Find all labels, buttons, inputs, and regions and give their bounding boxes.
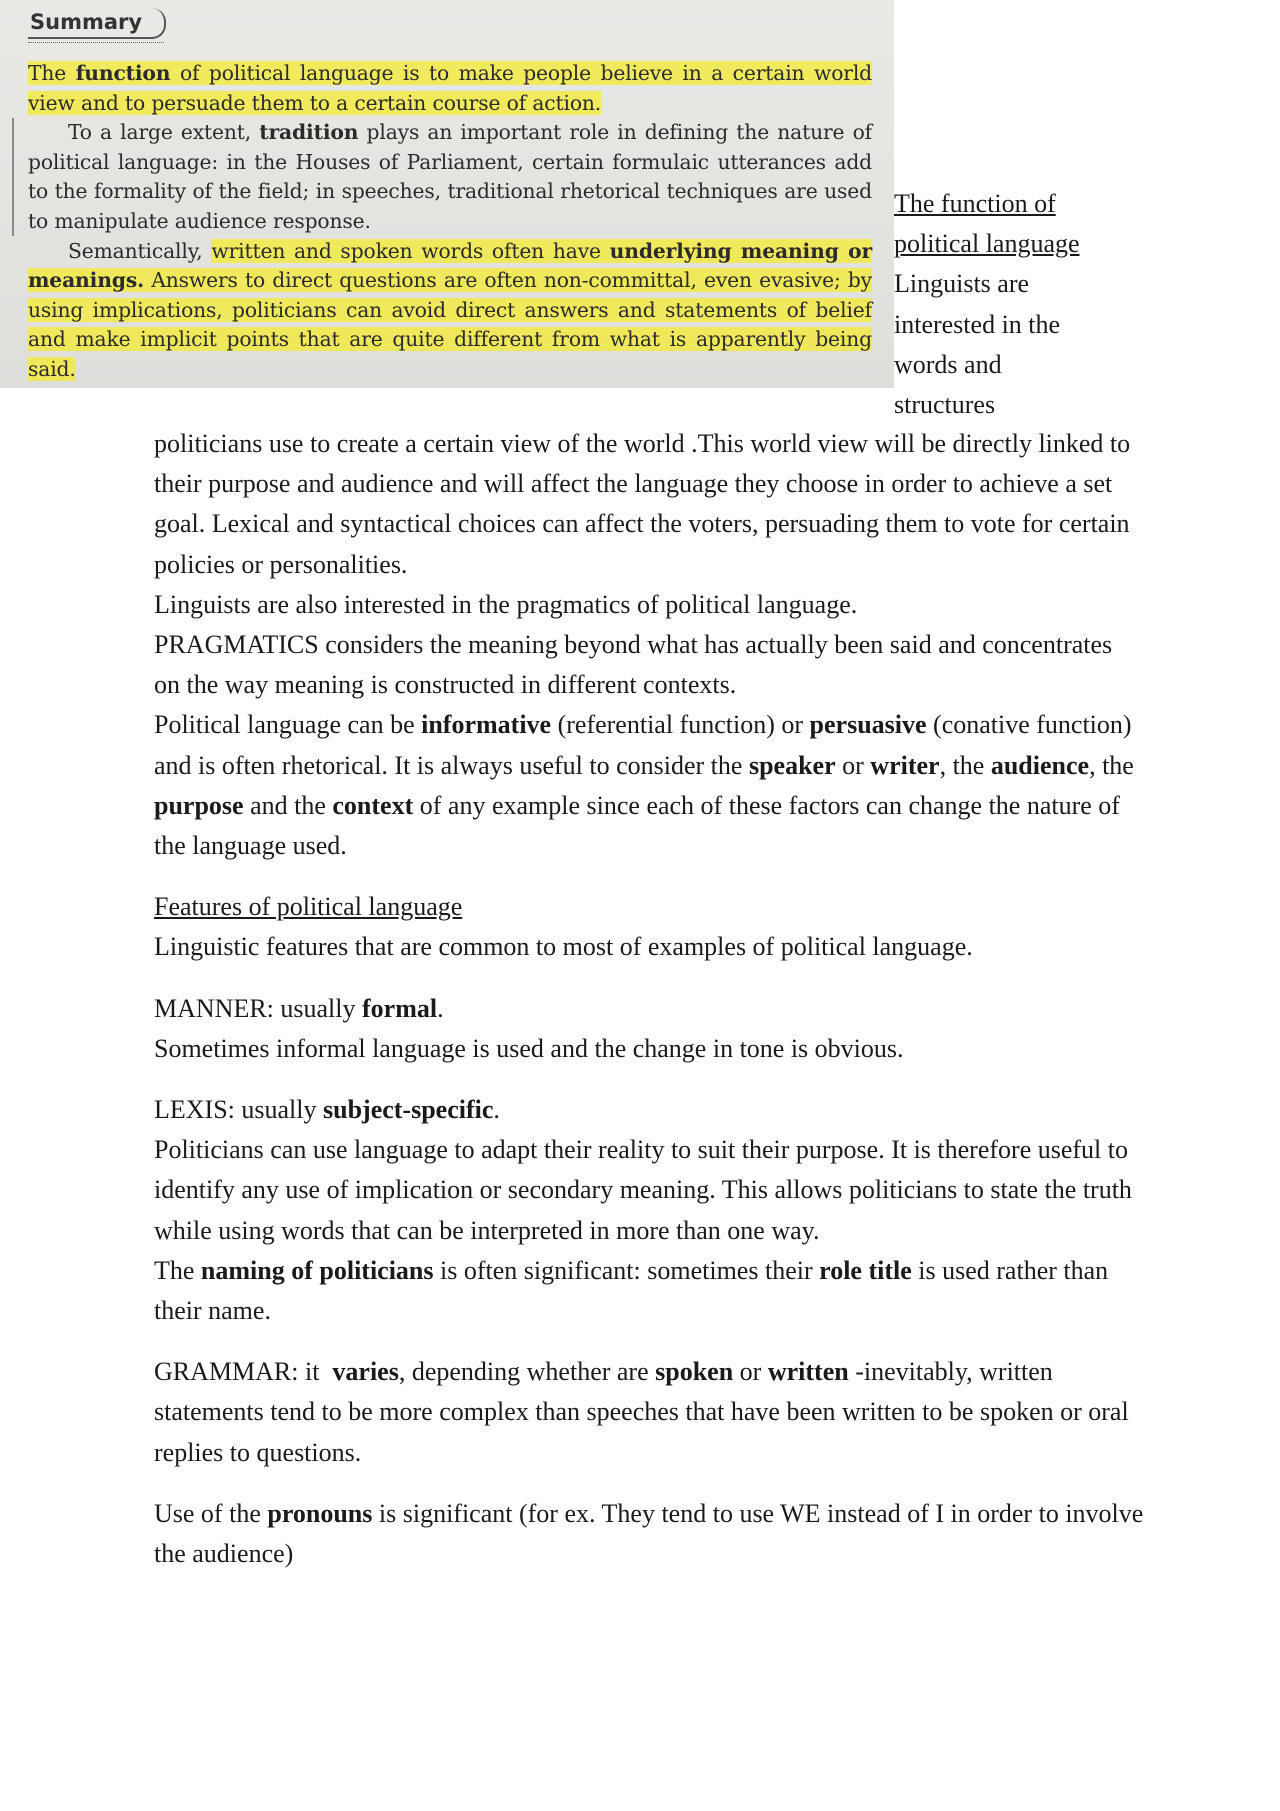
scanned-summary-image	[0, 0, 894, 388]
body-paragraph: Political language can be informative (referential function) or persuasive (conative function) and is often rhetorical. It is always useful to consider the speaker or writer, the audience, the purpose and the context of any example since each of these factors can change the nature of the language used.	[154, 710, 1134, 861]
side-line: words and	[894, 349, 1002, 379]
document-body	[154, 424, 1144, 1574]
pronouns-paragraph: Use of the pronouns is significant (for ex. They tend to use WE instead of I in order to involve the audience)	[154, 1498, 1144, 1569]
lexis-paragraph: Politicians can use language to adapt their reality to suit their purpose. It is therefore useful to identify any use of implication or secondary meaning. This allows politicians to state the truth while using words that can be interpreted in more than one way.	[154, 1135, 1132, 1245]
scan-paragraph-2: To a large extent, tradition plays an important role in defining the nature of political language: in the Houses of Parliament, certain formulaic utterances add to the formality of the field; in speeches, traditional rhetorical techniques are used to manipulate audience response.	[28, 120, 873, 233]
side-line: Linguists are	[894, 269, 1030, 299]
grammar-paragraph: GRAMMAR: it varies, depending whether are spoken or written -inevitably, written statements tend to be more complex than speeches that have been written to be spoken or oral replies to questions.	[154, 1357, 1129, 1467]
naming-paragraph: The naming of politicians is often significant: sometimes their role title is used rather than their name.	[154, 1255, 1109, 1326]
section-heading-function: The function of	[894, 189, 1056, 218]
side-column	[894, 184, 1154, 425]
lexis-line: LEXIS: usually subject-specific.	[154, 1095, 500, 1125]
section-heading-function-2: political language	[894, 229, 1080, 259]
features-intro: Linguistic features that are common to most of examples of political language.	[154, 932, 973, 962]
body-paragraph: Linguists are also interested in the pragmatics of political language.	[154, 589, 858, 619]
side-line: interested in the	[894, 309, 1061, 339]
manner-line: MANNER: usually formal.	[154, 993, 444, 1023]
body-paragraph: politicians use to create a certain view of the world .This world view will be directly linked to their purpose and audience and will affect the language they choose in order to achieve a set goal. Lexical and syntactical choices can affect the voters, persuading them to vote for certain policies or personalities.	[154, 429, 1131, 579]
body-paragraph: PRAGMATICS considers the meaning beyond what has actually been said and concentrates on the way meaning is constructed in different contexts.	[154, 630, 1113, 700]
scan-paragraph-3: Semantically, written and spoken words often have underlying meaning or meanings. Answers to direct questions are often non-committal, even evasive; by using implications, politicians can avoid direct answers and statements of belief and make implicit points that are quite different from what is apparently being said.	[28, 238, 873, 381]
summary-tab-label: Summary	[28, 8, 166, 39]
section-heading-features: Features of political language	[154, 892, 463, 922]
manner-note: Sometimes informal language is used and the change in tone is obvious.	[154, 1033, 904, 1063]
side-line: structures	[894, 390, 996, 420]
scan-paragraph-1: The function of political language is to make people believe in a certain world view and to persuade them to a certain course of action.	[28, 61, 872, 115]
margin-bar	[12, 118, 14, 236]
